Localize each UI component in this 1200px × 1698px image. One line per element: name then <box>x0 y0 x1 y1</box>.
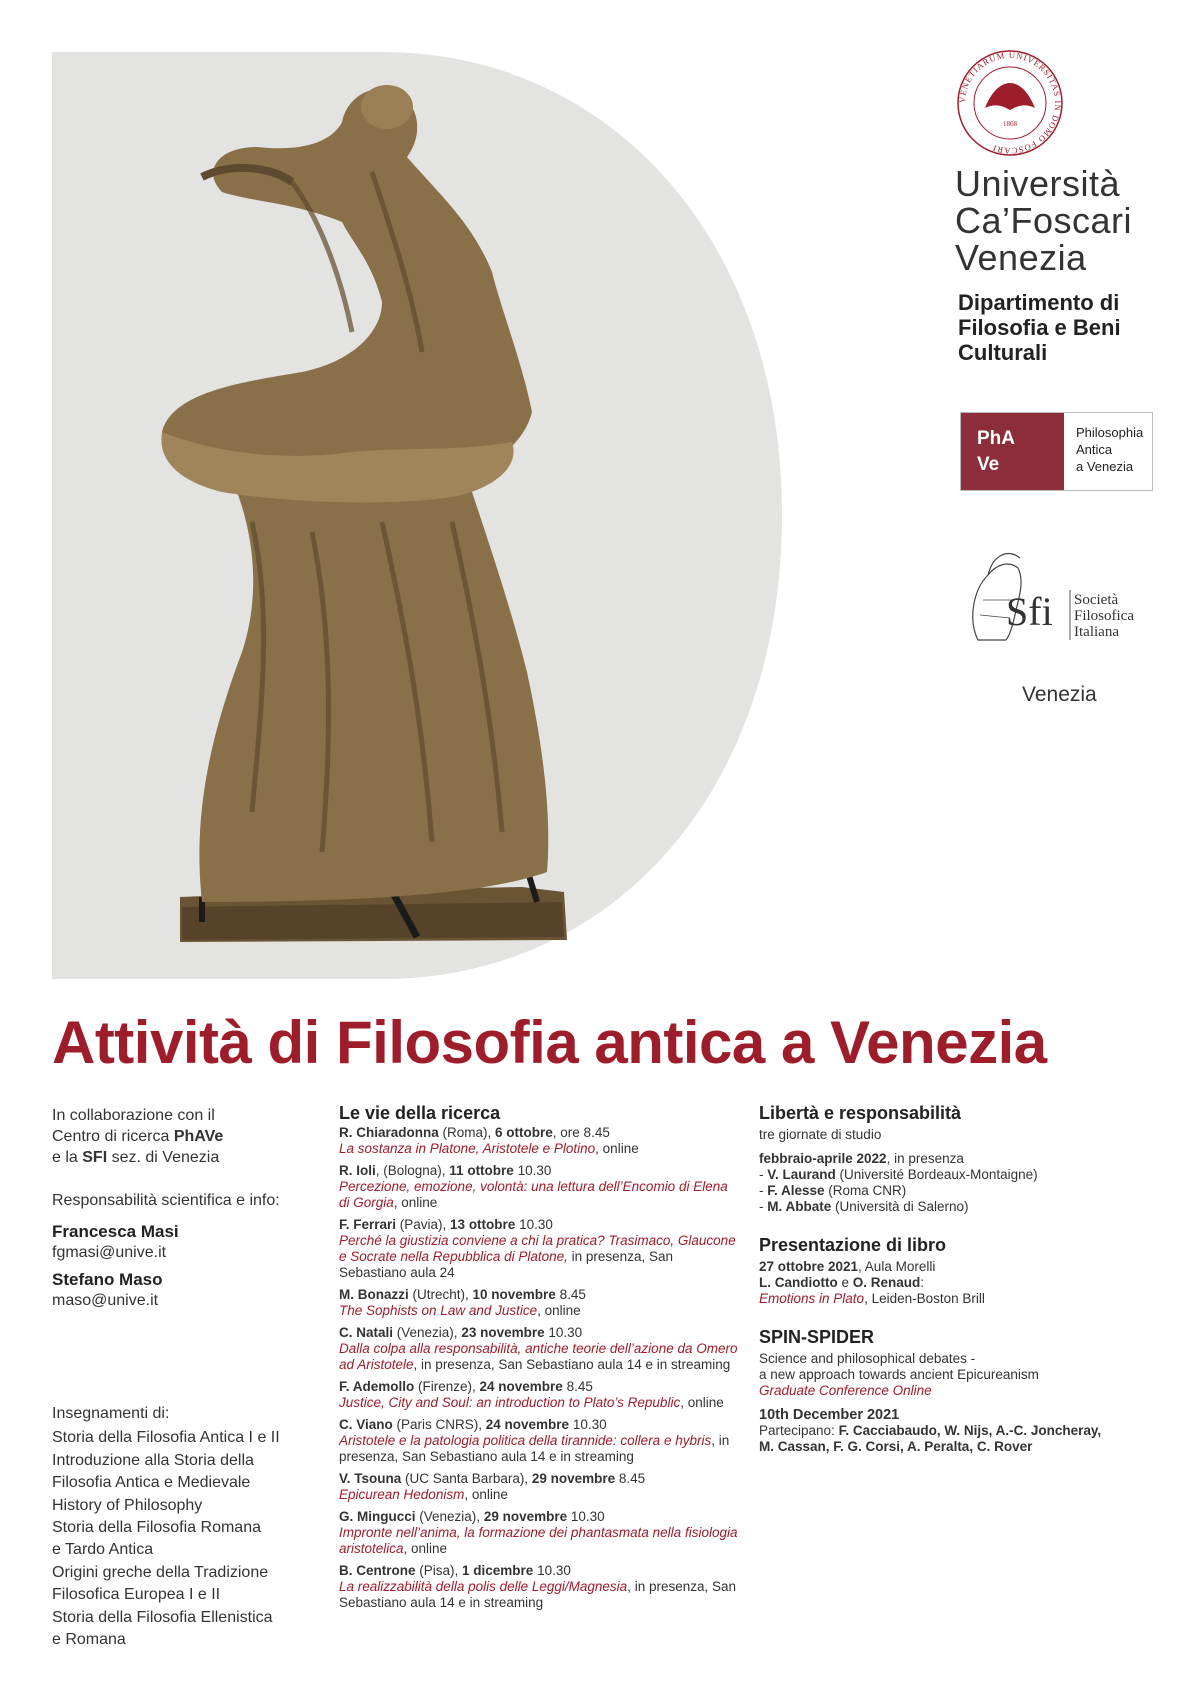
collab-text: e la <box>52 1149 83 1166</box>
sfi-city: Venezia <box>1022 683 1097 706</box>
talk-place: (Venezia), <box>415 1509 484 1524</box>
course-item: Storia della Filosofia Antica I e II <box>52 1429 280 1447</box>
talk-place: (Roma), <box>438 1125 496 1140</box>
book-title: Emotions in Plato <box>759 1291 865 1306</box>
sfi-logo <box>958 540 1158 660</box>
talk-mode: , online <box>595 1141 639 1156</box>
talk-time: 10.30 <box>544 1325 583 1340</box>
talk-date: 10 novembre <box>472 1287 556 1302</box>
talk-header <box>339 1325 739 1341</box>
spin-participants: F. Cacciabaudo, W. Nijs, A.-C. Joncheray, <box>838 1423 1102 1438</box>
talk-header <box>339 1217 739 1233</box>
talk-mode: , in presenza, San Sebastiano aula 14 e in streaming <box>413 1357 731 1372</box>
research-section <box>339 1105 739 1617</box>
course-item: e Romana <box>52 1631 126 1649</box>
talk-header <box>339 1417 739 1433</box>
talk-date: 24 novembre <box>479 1379 563 1394</box>
university-name-line: Ca’Foscari <box>955 200 1133 241</box>
book-conj: e <box>837 1275 853 1290</box>
talk-place: (Venezia), <box>393 1325 462 1340</box>
liberta-speaker: - V. Laurand (Université Bordeaux-Montaigne) <box>759 1167 1038 1182</box>
talk-speaker: F. Ferrari <box>339 1217 397 1232</box>
spin-desc: a new approach towards ancient Epicureanism <box>759 1367 1039 1382</box>
talk-body <box>339 1179 739 1211</box>
talk-item <box>339 1471 739 1503</box>
talk-mode: , online <box>537 1303 581 1318</box>
course-item: Filosofia Antica e Medievale <box>52 1474 251 1492</box>
sfi-abbr: Sfi <box>1006 589 1053 634</box>
course-item: Storia della Filosofia Ellenistica <box>52 1608 273 1626</box>
talk-time: 8.45 <box>615 1471 646 1486</box>
talk-date: 1 dicembre <box>462 1563 534 1578</box>
talk-item <box>339 1325 739 1373</box>
talk-body <box>339 1395 739 1411</box>
university-name-line: Venezia <box>955 237 1087 278</box>
talk-mode: in presenza, San Sebastiano aula 24 <box>339 1249 673 1280</box>
page-title: Attività di Filosofia antica a Venezia <box>52 1009 1047 1076</box>
contacts-block <box>52 1190 280 1311</box>
talk-title: Justice, City and Soul: an introduction to Plato’s Republic <box>339 1395 681 1410</box>
talk-speaker: V. Tsouna <box>339 1471 402 1486</box>
talk-body <box>339 1341 739 1373</box>
phave-text-line: a Venezia <box>1076 459 1134 474</box>
talk-date: 13 ottobre <box>450 1217 516 1232</box>
liberta-speaker-name: V. Laurand <box>767 1167 836 1182</box>
course-item: Storia della Filosofia Romana <box>52 1519 261 1537</box>
talk-speaker: C. Viano <box>339 1417 393 1432</box>
spin-participants: M. Cassan, F. G. Corsi, A. Peralta, C. Rover <box>759 1439 1033 1454</box>
side-events <box>759 1105 1159 1455</box>
sfi-line: Italiana <box>1074 624 1119 640</box>
phave-logo-mark <box>961 413 1064 490</box>
book-section <box>759 1237 1159 1307</box>
university-seal-icon <box>955 48 1065 158</box>
talk-header <box>339 1563 739 1579</box>
book-title-line <box>759 1291 1159 1307</box>
talk-body <box>339 1433 739 1465</box>
talk-title: La realizzabilità della polis delle Leggi/Magnesia <box>339 1579 628 1594</box>
book-publisher: , Leiden-Boston Brill <box>864 1291 985 1306</box>
teach-label: Insegnamenti di: <box>52 1405 170 1422</box>
talk-date: 29 novembre <box>531 1471 616 1486</box>
svg-text:VENETIARUM UNIVERSITAS IN DOMO: VENETIARUM UNIVERSITAS IN DOMO FOSCARI <box>956 49 1064 157</box>
talk-speaker: C. Natali <box>339 1325 394 1340</box>
liberta-speaker-affil: (Université Bordeaux-Montaigne) <box>835 1167 1038 1182</box>
liberta-speakers <box>759 1167 1159 1215</box>
spin-participants-label: Partecipano: <box>759 1423 839 1438</box>
department-name-line: Dipartimento di <box>958 290 1120 315</box>
liberta-speaker: - M. Abbate (Università di Salerno) <box>759 1199 969 1214</box>
collab-bold: SFI <box>82 1149 108 1166</box>
spin-desc: Science and philosophical debates - <box>759 1351 976 1366</box>
phave-logo-text <box>1064 413 1152 490</box>
book-author: L. Candiotto <box>759 1275 838 1290</box>
talk-mode: , online <box>403 1541 448 1556</box>
talk-mode: , online <box>680 1395 724 1410</box>
book-authors-line <box>759 1275 1159 1291</box>
talk-item <box>339 1163 739 1211</box>
talk-time: 10.30 <box>569 1417 607 1432</box>
spin-section <box>759 1329 1159 1455</box>
liberta-mode: , in presenza <box>886 1151 964 1166</box>
talk-time: 10.30 <box>515 1217 553 1232</box>
talk-speaker: M. Bonazzi <box>339 1287 409 1302</box>
liberta-speaker-affil: (Università di Salerno) <box>831 1199 969 1214</box>
liberta-dates: febbraio-aprile 2022 <box>759 1151 887 1166</box>
collaboration-block <box>52 1105 223 1168</box>
contact-name: Francesca Masi <box>52 1222 179 1241</box>
talk-title: Dalla colpa alla responsabilità, antiche teorie dell’azione da Omero ad Aristotele <box>339 1341 738 1372</box>
phave-logo <box>960 412 1153 491</box>
course-item: e Tardo Antica <box>52 1541 154 1559</box>
talk-header <box>339 1287 739 1303</box>
liberta-speaker: - F. Alesse (Roma CNR) <box>759 1183 907 1198</box>
talk-body <box>339 1233 739 1281</box>
collab-bold: PhAVe <box>173 1128 224 1145</box>
sfi-line: Filosofica <box>1074 608 1134 624</box>
book-date: 27 ottobre 2021 <box>759 1259 859 1274</box>
talk-body <box>339 1525 739 1557</box>
talk-header <box>339 1163 739 1179</box>
phave-mark-line: Ve <box>977 454 1000 475</box>
collab-text: sez. di Venezia <box>107 1149 220 1166</box>
book-date-line <box>759 1259 1159 1275</box>
liberta-speaker-name: M. Abbate <box>767 1199 832 1214</box>
resp-label: Responsabilità scientifica e info: <box>52 1192 280 1209</box>
talk-item <box>339 1417 739 1465</box>
svg-text:1868: 1868 <box>1003 120 1017 128</box>
phave-text-line: Philosophia <box>1076 425 1144 440</box>
liberta-section <box>759 1105 1159 1215</box>
talk-time: , ore 8.45 <box>552 1125 610 1140</box>
department-name-line: Culturali <box>958 340 1048 365</box>
collab-line <box>52 1126 223 1147</box>
talk-title: Percezione, emozione, volontà: una lettura dell’Encomio di Elena di Gorgia <box>339 1179 728 1210</box>
liberta-speaker-name: F. Alesse <box>767 1183 825 1198</box>
talk-date: 6 ottobre <box>495 1125 553 1140</box>
talk-place: (Utrecht), <box>408 1287 473 1302</box>
talk-item <box>339 1287 739 1319</box>
talk-place: (Pavia), <box>396 1217 451 1232</box>
talk-date: 23 novembre <box>461 1325 545 1340</box>
liberta-heading: Libertà e responsabilità <box>759 1103 962 1123</box>
talk-speaker: R. Chiaradonna <box>339 1125 439 1140</box>
book-place: , Aula Morelli <box>858 1259 936 1274</box>
talk-speaker: R. Ioli <box>339 1163 376 1178</box>
university-name-line: Università <box>955 163 1121 204</box>
talk-speaker: F. Ademollo <box>339 1379 415 1394</box>
spin-date: 10th December 2021 <box>759 1407 900 1423</box>
talk-time: 8.45 <box>555 1287 586 1302</box>
contact-name: Stefano Maso <box>52 1270 163 1289</box>
university-name <box>955 165 1132 276</box>
book-author: O. Renaud <box>852 1275 921 1290</box>
talk-title: Perché la giustizia conviene a chi la pratica? Trasimaco, Glaucone e Socrate nella Repubblica di Platone, <box>339 1233 736 1264</box>
course-item: History of Philosophy <box>52 1496 203 1514</box>
collab-text: Centro di ricerca <box>52 1128 174 1145</box>
talk-speaker: G. Mingucci <box>339 1509 416 1524</box>
talk-title: La sostanza in Platone, Aristotele e Plotino <box>339 1141 596 1156</box>
talk-body <box>339 1579 739 1611</box>
liberta-dates-line <box>759 1151 1159 1167</box>
talk-title: The Sophists on Law and Justice <box>339 1303 538 1318</box>
contact-email[interactable]: maso@unive.it <box>52 1292 159 1309</box>
talk-place: (Pisa), <box>415 1563 463 1578</box>
talk-date: 29 novembre <box>483 1509 568 1524</box>
courses-block <box>52 1403 280 1651</box>
talk-mode: , online <box>464 1487 508 1502</box>
research-heading: Le vie della ricerca <box>339 1103 501 1123</box>
phave-text-line: Antica <box>1076 442 1113 457</box>
talk-header <box>339 1379 739 1395</box>
sfi-line: Società <box>1074 592 1119 608</box>
talk-title: Aristotele e la patologia politica della tirannide: collera e hybris <box>339 1433 712 1448</box>
talk-speaker: B. Centrone <box>339 1563 416 1578</box>
talk-body <box>339 1303 739 1319</box>
talk-time: 10.30 <box>533 1563 571 1578</box>
talk-place: (Paris CNRS), <box>392 1417 486 1432</box>
talk-header <box>339 1509 739 1525</box>
department-name <box>958 290 1121 365</box>
talk-time: 10.30 <box>513 1163 552 1178</box>
talk-header <box>339 1125 739 1141</box>
talk-item <box>339 1217 739 1281</box>
course-item: Filosofica Europea I e II <box>52 1586 221 1604</box>
liberta-speaker-affil: (Roma CNR) <box>824 1183 907 1198</box>
talk-mode: , in presenza, San Sebastiano aula 14 e in streaming <box>339 1433 730 1464</box>
spin-subtitle: Graduate Conference Online <box>759 1383 932 1398</box>
course-item: Origini greche della Tradizione <box>52 1563 269 1581</box>
talk-date: 11 ottobre <box>449 1163 514 1178</box>
department-name-line: Filosofia e Beni <box>958 315 1121 340</box>
collab-line: In collaborazione con il <box>52 1107 215 1124</box>
talk-mode: , online <box>393 1195 438 1210</box>
talk-header <box>339 1471 739 1487</box>
talk-title: Epicurean Hedonism <box>339 1487 465 1502</box>
talk-title: Impronte nell’anima, la formazione dei phantasmata nella fisiologia aristotelica <box>339 1525 738 1556</box>
talk-body <box>339 1141 739 1157</box>
talk-item <box>339 1563 739 1611</box>
collab-line <box>52 1147 223 1168</box>
talk-place: (UC Santa Barbara), <box>401 1471 532 1486</box>
talk-body <box>339 1487 739 1503</box>
talk-time: 8.45 <box>562 1379 593 1394</box>
talk-item <box>339 1125 739 1157</box>
talk-place: (Firenze), <box>414 1379 480 1394</box>
book-heading: Presentazione di libro <box>759 1235 947 1255</box>
liberta-subtitle: tre giornate di studio <box>759 1127 882 1142</box>
talk-item <box>339 1509 739 1557</box>
talk-date: 24 novembre <box>485 1417 570 1432</box>
hero-image <box>52 52 782 979</box>
talk-mode: , in presenza, San Sebastiano aula 14 e in streaming <box>339 1579 737 1610</box>
spin-participants-line <box>759 1423 1159 1439</box>
talk-item <box>339 1379 739 1411</box>
talk-time: 10.30 <box>567 1509 605 1524</box>
talks-list <box>339 1125 739 1611</box>
book-colon: : <box>920 1275 925 1290</box>
phave-mark-line: PhA <box>977 428 1015 449</box>
contact-email[interactable]: fgmasi@unive.it <box>52 1244 167 1261</box>
talk-place: , (Bologna), <box>375 1163 450 1178</box>
course-item: Introduzione alla Storia della <box>52 1451 254 1469</box>
spin-heading: SPIN-SPIDER <box>759 1327 875 1347</box>
